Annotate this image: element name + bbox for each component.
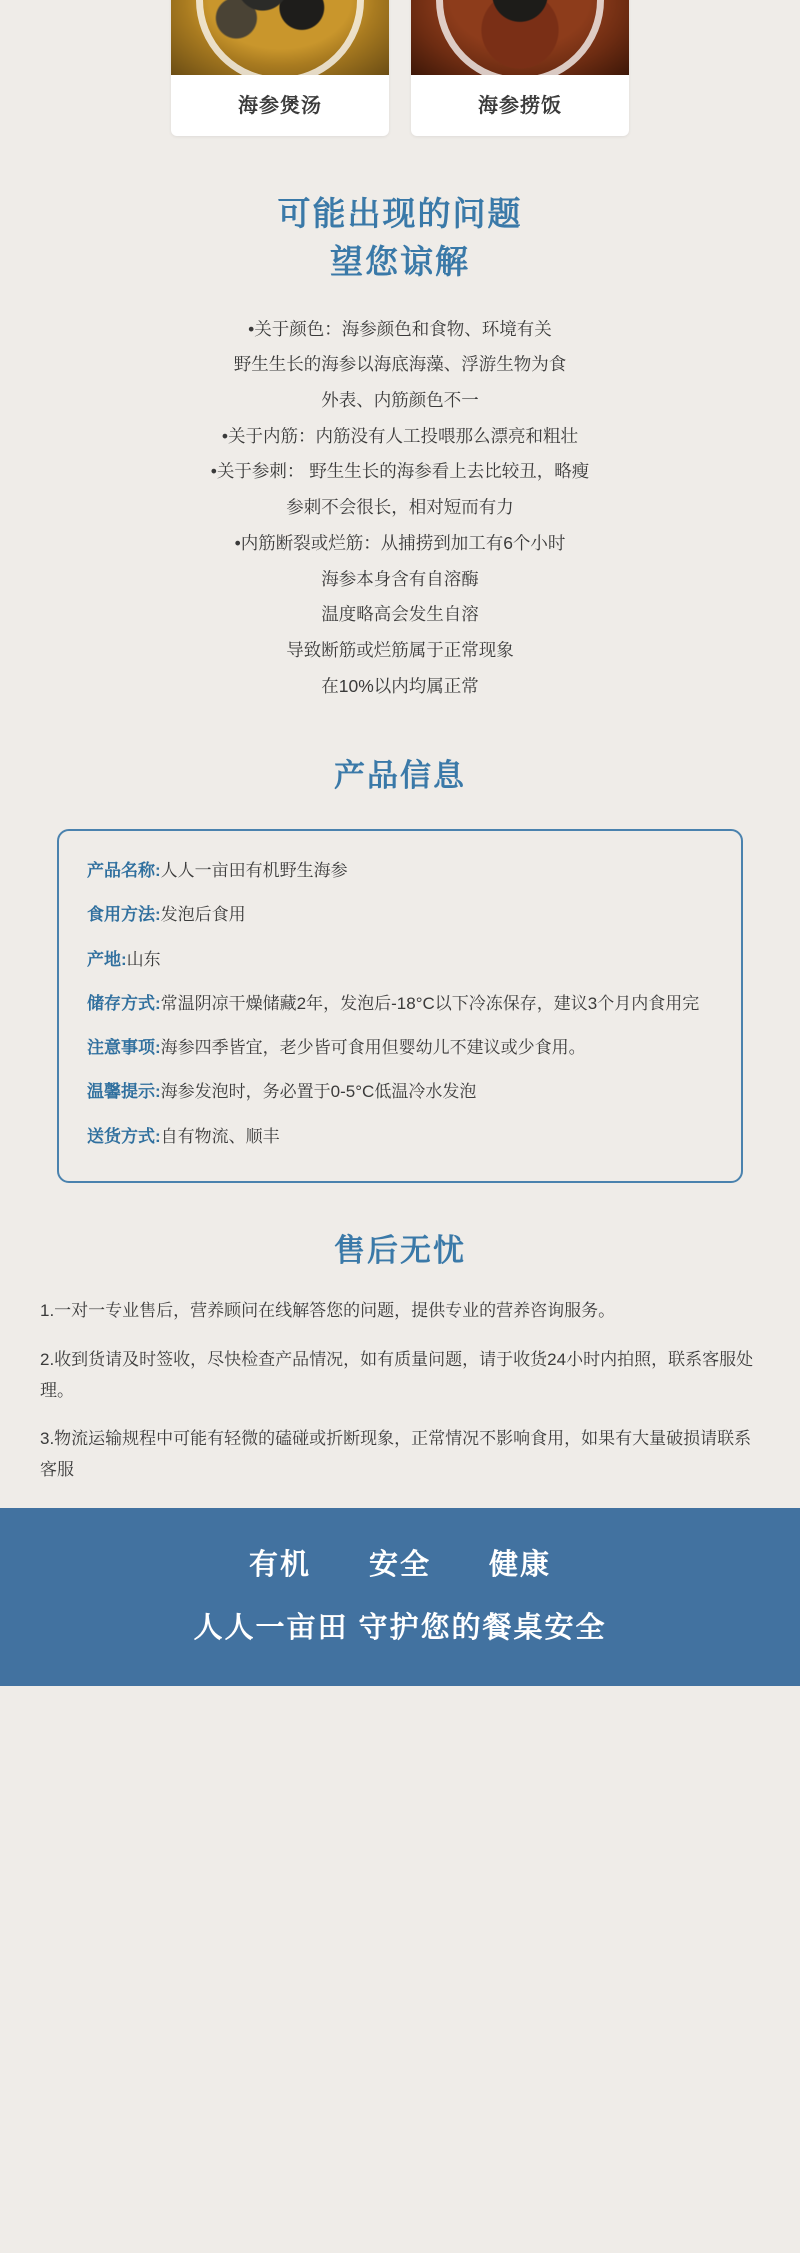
problem-line: •关于颜色：海参颜色和食物、环境有关 bbox=[248, 318, 552, 339]
problem-line: 温度略高会发生自溶 bbox=[321, 604, 479, 625]
problems-text-block bbox=[0, 312, 800, 705]
after-sales-item: 1.一对一专业售后，营养顾问在线解答您的问题，提供专业的营养咨询服务。 bbox=[40, 1300, 616, 1320]
bowl-rim-decoration bbox=[196, 0, 364, 75]
sea-cucumber-soup-photo bbox=[171, 0, 389, 75]
food-card bbox=[411, 0, 629, 136]
footer-keyword: 安全 bbox=[368, 1549, 431, 1582]
problem-line: 野生生长的海参以海底海藻、浮游生物为食 bbox=[233, 354, 567, 375]
sea-cucumber-rice-photo bbox=[411, 0, 629, 75]
product-info-value: 自有物流、顺丰 bbox=[160, 1126, 280, 1146]
footer-slogan: 人人一亩田 守护您的餐桌安全 bbox=[193, 1612, 607, 1645]
product-info-title: 产品信息 bbox=[334, 758, 466, 794]
product-info-value: 人人一亩田有机野生海参 bbox=[160, 861, 348, 881]
footer-banner bbox=[0, 1508, 800, 1686]
after-sales-item: 2.收到货请及时签收，尽快检查产品情况，如有质量问题，请于收货24小时内拍照，联系客服处理。 bbox=[40, 1349, 754, 1400]
food-card-caption: 海参捞饭 bbox=[478, 95, 562, 117]
product-info-row bbox=[87, 1078, 713, 1106]
bowl-rim-decoration bbox=[436, 0, 604, 75]
product-info-value: 海参四季皆宜，老少皆可食用但婴幼儿不建议或少食用。 bbox=[160, 1038, 586, 1058]
product-info-label: 产品名称: bbox=[87, 861, 161, 881]
problems-title-line2: 望您谅解 bbox=[330, 242, 470, 280]
footer-keyword: 健康 bbox=[489, 1549, 552, 1582]
product-info-value: 山东 bbox=[126, 949, 161, 969]
product-info-row bbox=[87, 990, 713, 1018]
footer-keyword-row bbox=[0, 1542, 800, 1583]
product-info-box bbox=[57, 829, 743, 1183]
problems-title-line1: 可能出现的问题 bbox=[277, 195, 523, 232]
food-card-caption: 海参煲汤 bbox=[238, 95, 322, 117]
product-info-row bbox=[87, 901, 713, 929]
after-sales-section bbox=[0, 1229, 800, 1487]
problem-line: 海参本身含有自溶酶 bbox=[321, 568, 479, 589]
product-info-row bbox=[87, 946, 713, 974]
food-card-row bbox=[0, 0, 800, 136]
product-info-value: 常温阴凉干燥储藏2年，发泡后-18°C以下冷冻保存，建议3个月内食用完 bbox=[160, 993, 700, 1013]
after-sales-title: 售后无忧 bbox=[334, 1232, 466, 1268]
problem-line: •关于参刺： 野生生长的海参看上去比较丑，略瘦 bbox=[210, 461, 590, 482]
product-info-label: 产地: bbox=[87, 949, 127, 969]
product-info-label: 送货方式: bbox=[87, 1126, 161, 1146]
problem-line: •内筋断裂或烂筋：从捕捞到加工有6个小时 bbox=[234, 532, 566, 553]
footer-keyword: 有机 bbox=[248, 1549, 311, 1582]
product-info-row bbox=[87, 1123, 713, 1151]
product-info-section bbox=[0, 754, 800, 1182]
problems-section bbox=[0, 190, 800, 704]
product-info-label: 温馨提示: bbox=[87, 1082, 161, 1102]
problem-line: •关于内筋：内筋没有人工投喂那么漂亮和粗壮 bbox=[221, 425, 579, 446]
after-sales-list bbox=[40, 1296, 760, 1487]
problem-line: 外表、内筋颜色不一 bbox=[321, 390, 479, 411]
product-info-row bbox=[87, 1034, 713, 1062]
product-info-label: 注意事项: bbox=[87, 1038, 161, 1058]
food-card bbox=[171, 0, 389, 136]
after-sales-item: 3.物流运输规程中可能有轻微的磕碰或折断现象，正常情况不影响食用，如果有大量破损请联系客服 bbox=[40, 1429, 752, 1480]
product-info-label: 食用方法: bbox=[87, 905, 161, 925]
problem-line: 参刺不会很长，相对短而有力 bbox=[286, 497, 514, 518]
problem-line: 导致断筋或烂筋属于正常现象 bbox=[286, 639, 514, 660]
product-info-label: 储存方式: bbox=[87, 993, 161, 1013]
product-info-value: 发泡后食用 bbox=[160, 905, 246, 925]
product-info-row bbox=[87, 857, 713, 885]
product-info-value: 海参发泡时，务必置于0-5°C低温冷水发泡 bbox=[160, 1082, 477, 1102]
problem-line: 在10%以内均属正常 bbox=[321, 675, 479, 696]
